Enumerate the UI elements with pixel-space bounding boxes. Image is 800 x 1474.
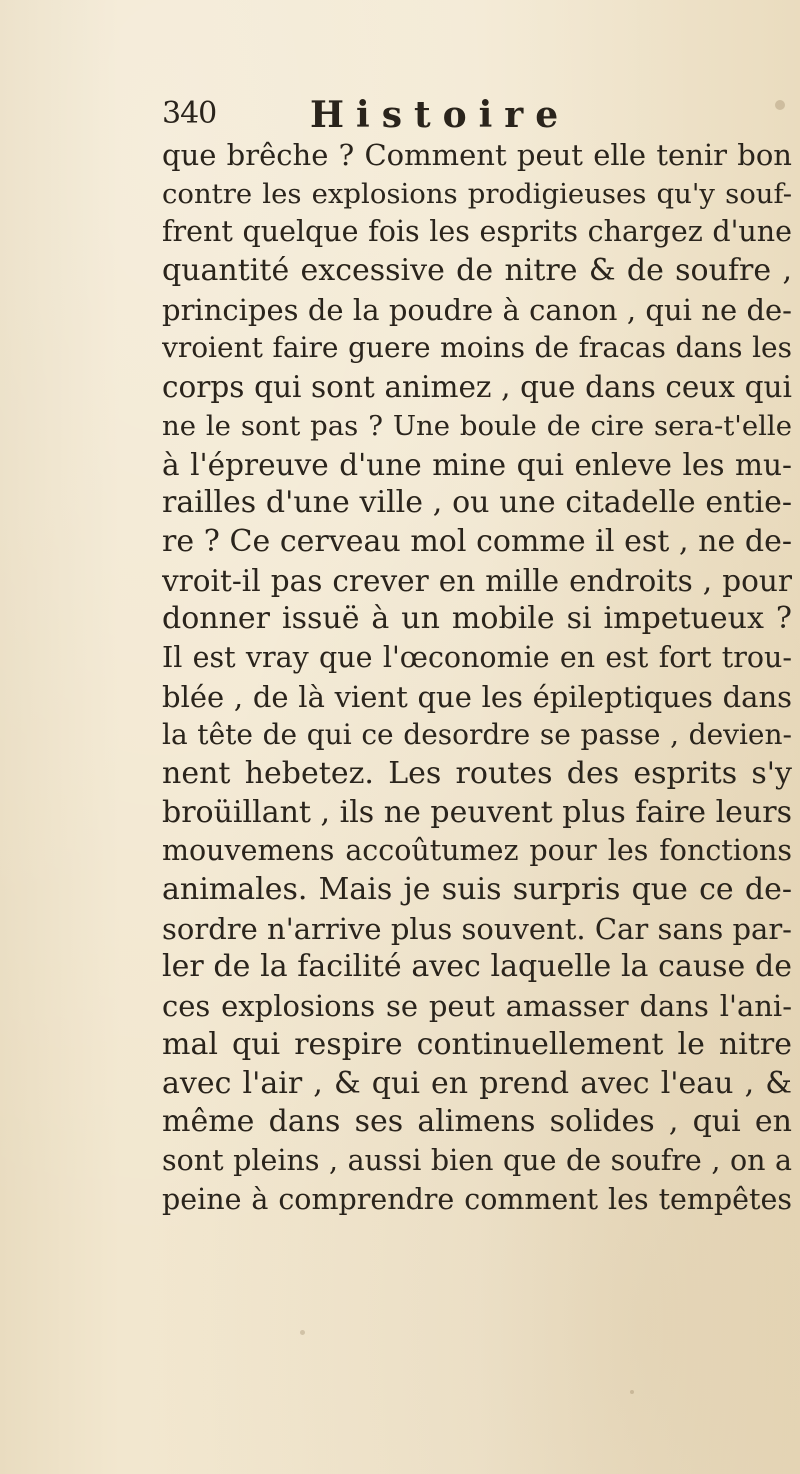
text-line: sordre n'arrive plus souvent. Car sans par- xyxy=(162,911,792,946)
text-line: ne le sont pas ? Une boule de cire sera-t'elle xyxy=(162,409,792,442)
text-line: animales. Mais je suis surpris que ce de- xyxy=(162,872,792,908)
text-line: principes de la poudre à canon , qui ne de- xyxy=(162,292,792,327)
text-line: vroient faire guere moins de fracas dans les xyxy=(162,331,792,365)
text-line: Il est vray que l'œconomie en est fort trou- xyxy=(162,640,792,674)
running-title: Histoire xyxy=(310,94,571,136)
paper-stain xyxy=(300,1330,305,1335)
text-line: corps qui sont animez , que dans ceux qui xyxy=(162,370,792,405)
text-line: avec l'air , & qui en prend avec l'eau , & xyxy=(162,1065,792,1101)
text-line: ces explosions se peut amasser dans l'ani- xyxy=(162,989,792,1024)
text-line: la tête de qui ce desordre se passe , devien- xyxy=(162,718,792,752)
text-line: contre les explosions prodigieuses qu'y souf- xyxy=(162,177,792,210)
text-line: sont pleins , aussi bien que de soufre , on a xyxy=(162,1143,792,1177)
text-line: mouvemens accoûtumez pour les fonctions xyxy=(162,834,792,868)
text-line: broüillant , ils ne peuvent plus faire leurs xyxy=(162,794,792,830)
text-line: donner issuë à un mobile si impetueux ? xyxy=(162,601,792,637)
text-line: nent hebetez. Les routes des esprits s'y xyxy=(162,756,792,791)
text-line: mal qui respire continuellement le nitre xyxy=(162,1026,792,1062)
text-line: vroit-il pas crever en mille endroits , pour xyxy=(162,563,792,598)
paper-stain xyxy=(775,100,785,110)
text-line: railles d'une ville , ou une citadelle entie- xyxy=(162,485,792,521)
text-line: peine à comprendre comment les tempêtes xyxy=(162,1182,792,1216)
body-text xyxy=(162,136,792,1219)
text-line: que brêche ? Comment peut elle tenir bon xyxy=(162,138,792,172)
paper-stain xyxy=(630,1390,634,1394)
text-line: quantité excessive de nitre & de soufre , xyxy=(162,253,792,289)
text-line: blée , de là vient que les épileptiques dans xyxy=(162,679,792,714)
text-line: même dans ses alimens solides , qui en xyxy=(162,1104,792,1140)
text-line: à l'épreuve d'une mine qui enleve les mu- xyxy=(162,447,792,482)
text-line: frent quelque fois les esprits chargez d'une xyxy=(162,215,792,249)
page-number: 340 xyxy=(162,96,217,131)
text-line: re ? Ce cerveau mol comme il est , ne de- xyxy=(162,523,792,559)
text-line: ler de la facilité avec laquelle la cause de xyxy=(162,949,792,985)
